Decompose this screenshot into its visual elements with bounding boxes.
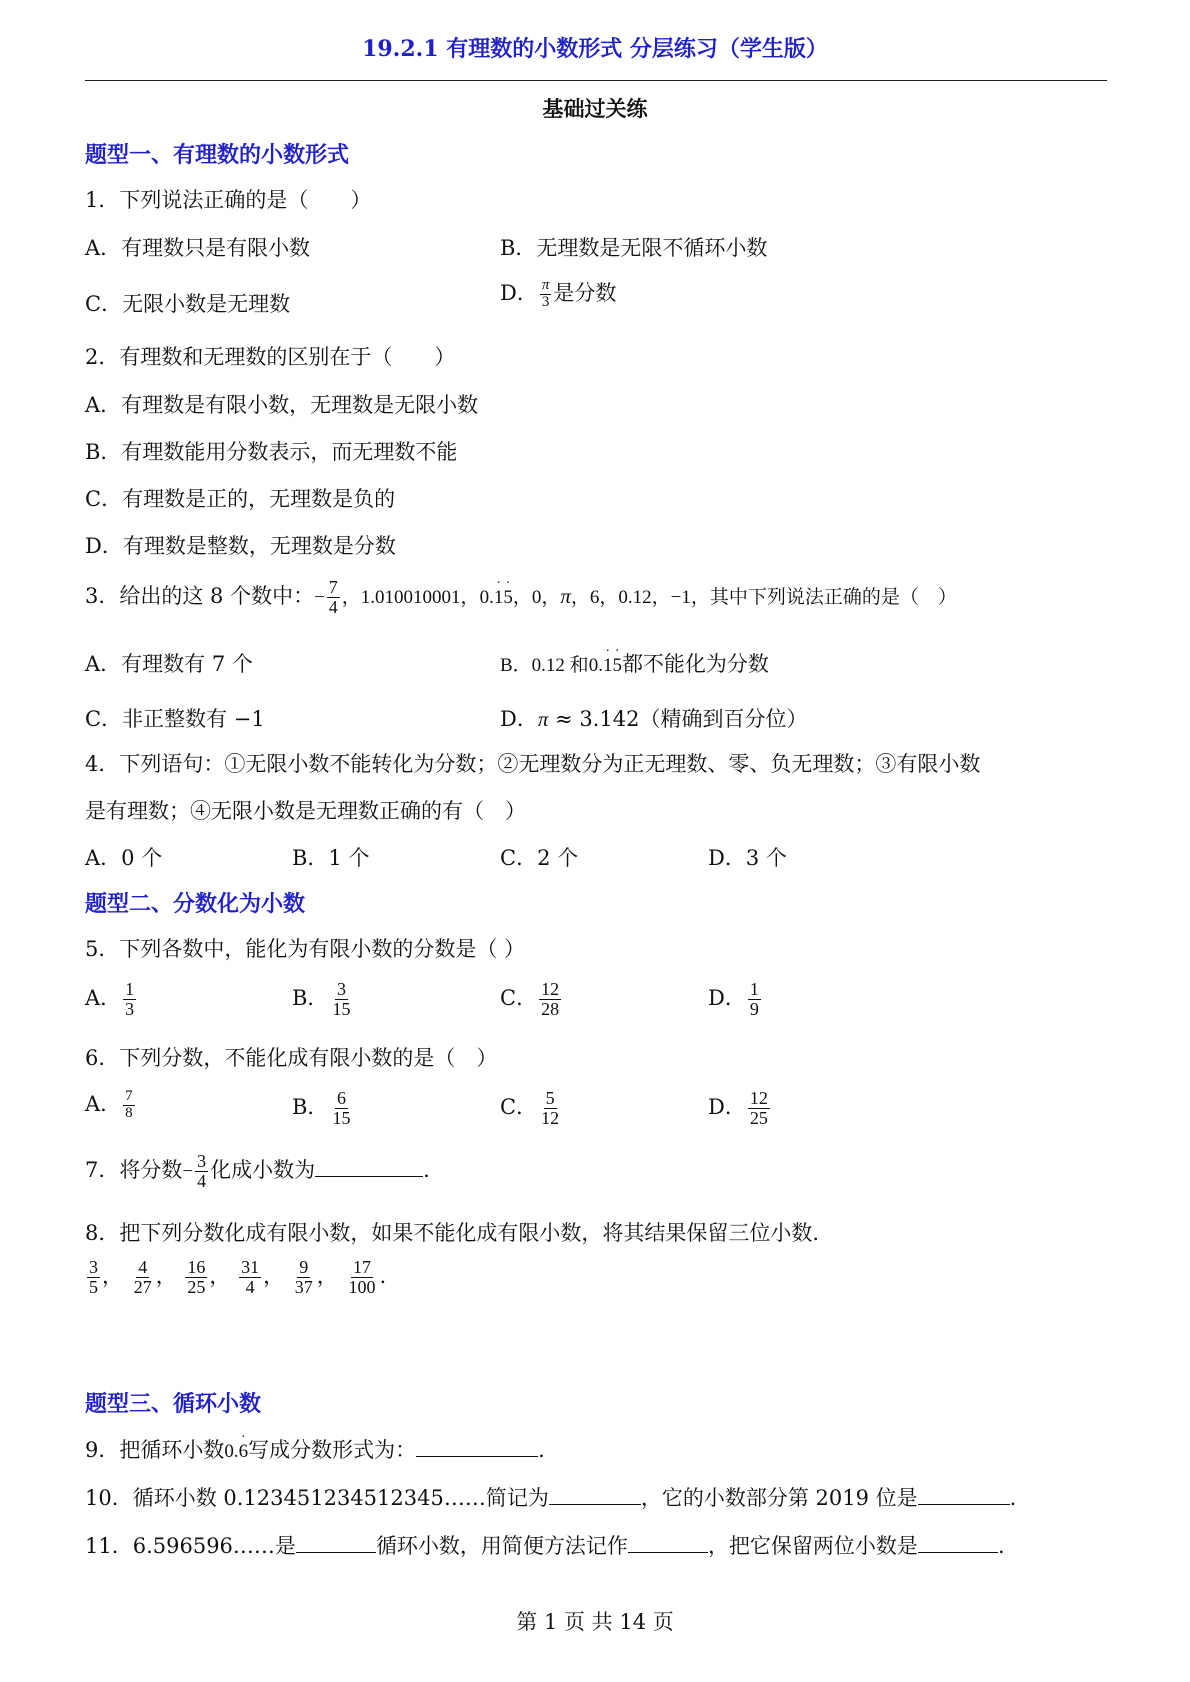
option-fraction: [123, 980, 136, 1019]
fraction-numerator: π: [541, 277, 550, 293]
separator: ，: [209, 1263, 231, 1288]
q7-fraction: [195, 1152, 208, 1191]
fraction-numerator: 9: [299, 1257, 309, 1277]
q4-option-b: B．1 个: [292, 846, 370, 870]
repeat-digit: [602, 644, 613, 678]
option-fraction: [123, 1089, 135, 1122]
option-label: D．: [708, 1094, 746, 1119]
fraction-denominator: 3: [541, 293, 550, 310]
repeat-dot: ·: [605, 644, 611, 659]
answer-blank[interactable]: [918, 1486, 1010, 1505]
q3-stem: [85, 575, 957, 617]
repeating-decimal: [588, 644, 622, 676]
fraction-numerator: 7: [328, 577, 338, 597]
repeat-digit: [503, 575, 513, 610]
decimal-int: 0.: [224, 1441, 239, 1462]
option-label: C．: [500, 985, 538, 1010]
fraction-denominator: 9: [749, 998, 759, 1019]
answer-blank[interactable]: [918, 1534, 998, 1553]
repeat-digit: [238, 1430, 249, 1464]
section-heading-2: 题型二、分数化为小数: [85, 891, 306, 917]
repeat-dot: ·: [614, 644, 620, 659]
q11-mid-2: ，把它保留两位小数是: [707, 1534, 918, 1558]
q10-prefix: 10．循环小数 0.123451234512345……简记为: [85, 1486, 549, 1510]
section-heading-1: 题型一、有理数的小数形式: [85, 142, 350, 168]
q8-fraction: [239, 1258, 261, 1297]
q2-option-b: B．有理数能用分数表示，而无理数不能: [85, 440, 458, 464]
q4-option-a: A．0 个: [85, 846, 163, 870]
pi-symbol: π: [560, 583, 571, 608]
repeating-decimal: [479, 575, 513, 608]
q11-prefix: 11．6.596596……是: [85, 1534, 296, 1558]
q7-end: .: [423, 1157, 430, 1182]
q2-option-d: D．有理数是整数，无理数是分数: [85, 534, 396, 558]
option-fraction: [330, 1089, 352, 1128]
q11-end: .: [997, 1534, 1005, 1558]
fraction-denominator: 25: [187, 1276, 206, 1297]
q8-fraction: [346, 1258, 377, 1297]
decimal-int: 0.: [479, 586, 494, 608]
q5-option-b: [292, 980, 354, 1019]
fraction-numerator: 3: [89, 1257, 98, 1277]
fraction-denominator: 3: [125, 998, 135, 1019]
fraction-denominator: 4: [328, 596, 338, 617]
q8-fraction: [185, 1258, 207, 1297]
fraction-numerator: 4: [138, 1257, 148, 1277]
q3-option-b-suffix: 都不能化为分数: [621, 652, 769, 676]
q6-option-d: [708, 1089, 772, 1128]
fraction-numerator: 1: [749, 979, 759, 999]
q9-stem: [85, 1430, 545, 1464]
option-label: B．: [292, 985, 329, 1010]
q3-option-b: [500, 644, 769, 678]
fraction-numerator: 12: [541, 979, 560, 999]
q3-option-c: C．非正整数有 −1: [85, 707, 265, 731]
option-label: B．: [292, 1094, 329, 1119]
repeat-dot: ·: [496, 575, 501, 591]
q9-end: .: [538, 1438, 545, 1462]
q8-fraction-list: [85, 1258, 386, 1297]
q9-prefix: 9．把循环小数: [85, 1438, 225, 1462]
fraction-denominator: 4: [245, 1276, 255, 1297]
repeat-dot: ·: [505, 575, 511, 591]
fraction-numerator: 17: [352, 1257, 371, 1277]
fraction-numerator: 5: [545, 1088, 555, 1108]
minus-sign: −: [182, 1160, 194, 1182]
q11-stem: [85, 1534, 1005, 1559]
decimal-int: 0.: [588, 655, 603, 676]
digit: 1: [602, 655, 613, 676]
q3-option-d-label: D．: [500, 707, 538, 731]
q2-option-c: C．有理数是正的，无理数是负的: [85, 487, 396, 511]
minus-sign: −: [314, 586, 325, 608]
option-fraction: [539, 1089, 561, 1128]
q3-option-d: [500, 707, 807, 732]
q10-stem: [85, 1486, 1016, 1511]
digit: 5: [503, 586, 513, 608]
q3-option-a: A．有理数有 7 个: [85, 652, 253, 676]
q7-mid: 化成小数为: [210, 1157, 316, 1182]
q1-option-d: [500, 278, 616, 311]
fraction-denominator: 12: [541, 1107, 560, 1128]
q1-option-a: A．有理数只是有限小数: [85, 236, 311, 260]
q8-fraction: [293, 1258, 315, 1297]
q8-stem: 8．把下列分数化成有限小数，如果不能化成有限小数，将其结果保留三位小数.: [85, 1221, 820, 1245]
repeat-digit: [493, 575, 504, 610]
q8-fraction: [132, 1258, 154, 1297]
option-label: A．: [85, 1091, 122, 1116]
fraction-numerator: 3: [336, 979, 346, 999]
q6-option-a: [85, 1089, 137, 1122]
q4-option-c: C．2 个: [500, 846, 579, 870]
q7-prefix: 7．将分数: [85, 1157, 183, 1182]
fraction-numerator: 31: [241, 1257, 260, 1277]
fraction-denominator: 27: [133, 1276, 152, 1297]
answer-blank[interactable]: [549, 1486, 641, 1505]
q5-option-d: [708, 980, 763, 1019]
q3-numbers-2: ，0，: [512, 586, 561, 608]
section-heading-3: 题型三、循环小数: [85, 1391, 262, 1417]
answer-blank[interactable]: [416, 1438, 538, 1457]
q5-option-a: [85, 980, 138, 1019]
q1-option-d-label: D．: [500, 280, 538, 305]
q7-stem: [85, 1152, 430, 1191]
header-divider: [85, 80, 1107, 81]
section-subtitle: 基础过关练: [542, 96, 648, 121]
fraction-numerator: 6: [336, 1088, 346, 1108]
repeat-dot: ·: [241, 1430, 246, 1445]
digit: 1: [493, 586, 504, 608]
q4-stem-line-2: 是有理数；④无限小数是无理数正确的有（ ）: [85, 799, 526, 823]
q4-stem-line-1: 4．下列语句：①无限小数不能转化为分数；②无理数分为正无理数、零、负无理数；③有限小数: [85, 752, 981, 776]
fraction-denominator: 28: [541, 998, 560, 1019]
option-fraction: [748, 980, 761, 1019]
answer-blank[interactable]: [315, 1158, 423, 1177]
digit: 6: [238, 1441, 249, 1462]
q11-mid-1: 循环小数，用简便方法记作: [375, 1534, 628, 1558]
q5-stem: 5．下列各数中，能化为有限小数的分数是（ ）: [85, 937, 526, 961]
option-fraction: [539, 980, 561, 1019]
q5-option-c: [500, 980, 563, 1019]
q1-option-b: B．无理数是无限不循环小数: [500, 236, 768, 260]
q3-option-b-prefix: B．0.12 和: [500, 655, 589, 676]
fraction-denominator: 100: [348, 1276, 376, 1297]
q6-option-c: [500, 1089, 563, 1128]
page-footer: 第 1 页 共 14 页: [516, 1610, 674, 1634]
answer-blank[interactable]: [628, 1534, 708, 1553]
fraction-denominator: 4: [197, 1170, 207, 1191]
separator: ，: [316, 1263, 338, 1288]
separator: ，: [102, 1263, 123, 1288]
q10-mid: ，它的小数部分第 2019 位是: [640, 1486, 918, 1510]
answer-blank[interactable]: [296, 1534, 376, 1553]
q4-option-d: D．3 个: [708, 846, 787, 870]
page-title: 19.2.1 有理数的小数形式 分层练习（学生版）: [362, 36, 828, 62]
q3-option-d-text: ≈ 3.142（精确到百分位）: [548, 707, 808, 731]
fraction-numerator: 16: [187, 1257, 206, 1277]
fraction-denominator: 15: [332, 998, 351, 1019]
fraction-numerator: 3: [197, 1151, 207, 1171]
fraction-denominator: 25: [749, 1107, 768, 1128]
fraction-denominator: 15: [332, 1107, 351, 1128]
q10-end: .: [1009, 1486, 1017, 1510]
fraction-numerator: 7: [125, 1088, 133, 1104]
q1-option-c: C．无限小数是无理数: [85, 292, 291, 316]
q3-stem-prefix: 3．给出的这 8 个数中：: [85, 583, 315, 608]
option-fraction: [330, 980, 352, 1019]
fraction-denominator: 37: [294, 1276, 313, 1297]
option-label: A．: [85, 985, 122, 1010]
q9-mid: 写成分数形式为：: [248, 1438, 417, 1462]
digit: 5: [612, 655, 622, 676]
fraction-denominator: 5: [89, 1276, 98, 1297]
q3-fraction: [327, 578, 340, 617]
separator: .: [379, 1263, 387, 1288]
separator: ，: [155, 1263, 177, 1288]
repeat-digit: [612, 644, 622, 678]
option-fraction: [748, 1089, 770, 1128]
option-label: C．: [500, 1094, 538, 1119]
q2-stem: 2．有理数和无理数的区别在于（ ）: [85, 345, 456, 369]
q3-numbers-3: ，6，0.12，−1，其中下列说法正确的是（ ）: [570, 586, 957, 608]
option-label: D．: [708, 985, 746, 1010]
fraction-numerator: 12: [749, 1088, 768, 1108]
q1-stem: 1．下列说法正确的是（ ）: [85, 188, 372, 212]
separator: ，: [263, 1263, 285, 1288]
q6-option-b: [292, 1089, 354, 1128]
q8-fraction: [87, 1258, 100, 1297]
q2-option-a: A．有理数是有限小数，无理数是无限小数: [85, 393, 479, 417]
fraction-denominator: 8: [125, 1104, 133, 1121]
q3-numbers-1: ，1.010010001，: [341, 586, 480, 608]
pi-symbol: π: [537, 707, 549, 731]
q1-option-d-text: 是分数: [553, 280, 617, 305]
fraction-numerator: 1: [125, 979, 135, 999]
repeating-decimal: [224, 1430, 249, 1462]
q1-option-d-fraction: [540, 278, 552, 311]
q6-stem: 6．下列分数，不能化成有限小数的是（ ）: [85, 1046, 498, 1070]
